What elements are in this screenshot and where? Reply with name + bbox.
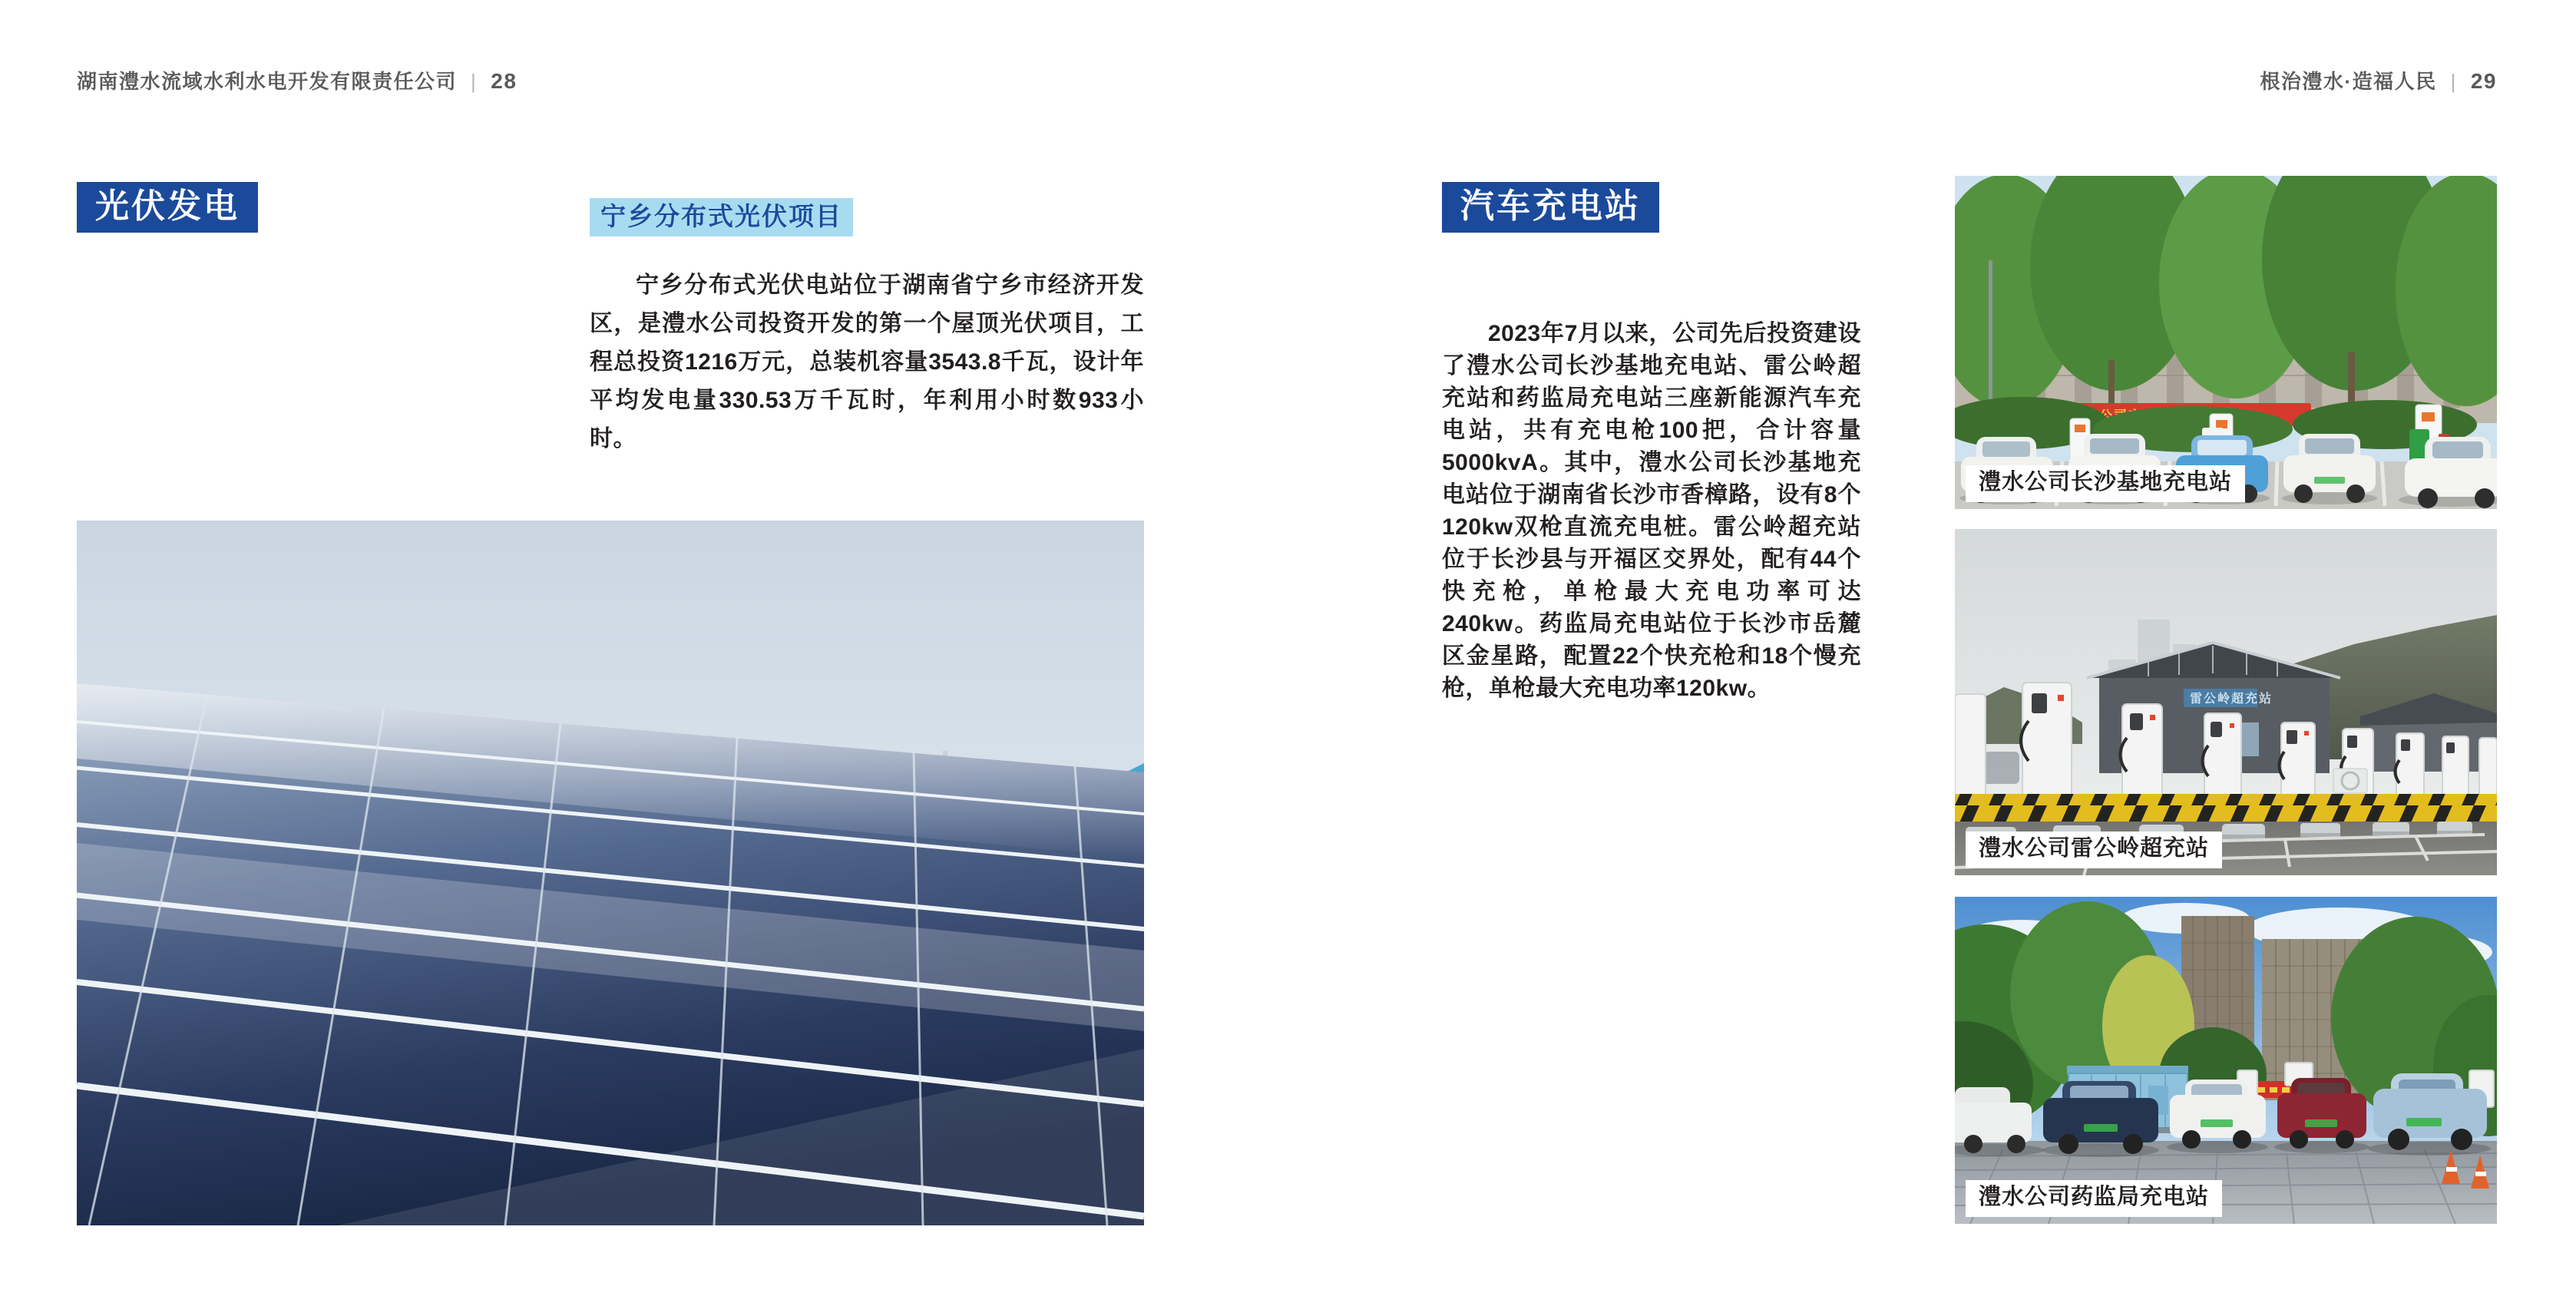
changsha-station-illustration [1955, 176, 2497, 509]
photo-leigongling-station [1955, 529, 2497, 875]
left-header-separator: | [471, 70, 478, 93]
photo-caption-leigongling: 澧水公司雷公岭超充站 [1966, 832, 2222, 868]
striped-barrier [1955, 794, 2497, 822]
left-paragraph: 宁乡分布式光伏电站位于湖南省宁乡市经济开发区，是澧水公司投资开发的第一个屋顶光伏项目，工程总投资1216万元，总装机容量3543.8千瓦，设计年平均发电量330.53万千瓦时，年利用小时数933小时。 [590, 273, 1144, 451]
section-title-photovoltaic: 光伏发电 [77, 182, 258, 233]
station-sign-text: 雷公岭超充站 [2190, 693, 2273, 706]
subsection-title-ningxiang-pv: 宁乡分布式光伏项目 [590, 198, 853, 236]
right-page-number: 29 [2470, 69, 2497, 93]
left-page-header [77, 66, 517, 94]
right-paragraph: 2023年7月以来，公司先后投资建设了澧水公司长沙基地充电站、雷公岭超充站和药监局充电站三座新能源汽车充电站，共有充电枪100把，合计容量5000kvA。其中，澧水公司长沙基地充电站位于湖南省长沙市香樟路，设有8个120kw双枪直流充电桩。雷公岭超充站位于长沙县与开福区交界处，配有44个快充枪，单枪最大充电功率可达240kw。药监局充电站位于长沙市岳麓区金星路，配置22个快充枪和18个慢充枪，单枪最大充电功率120kw。 [1442, 321, 1861, 701]
photo-changsha-base-station [1955, 176, 2497, 509]
left-page-number: 28 [491, 69, 518, 93]
photo-ningxiang-rooftop-solar [77, 521, 1144, 1225]
right-page-header [2260, 66, 2497, 94]
right-header-separator: | [2450, 70, 2457, 93]
leigongling-illustration [1955, 529, 2497, 875]
solar-panels [77, 683, 1144, 1225]
photo-caption-yaojianju: 澧水公司药监局充电站 [1966, 1180, 2222, 1217]
yaojianju-illustration [1955, 897, 2497, 1224]
photo-caption-changsha: 澧水公司长沙基地充电站 [1966, 465, 2245, 502]
section-title-charging-stations: 汽车充电站 [1442, 182, 1659, 233]
photo-yaojianju-station [1955, 897, 2497, 1224]
right-header-slogan: 根治澧水·造福人民 [2260, 70, 2437, 93]
left-header-company: 湖南澧水流域水利水电开发有限责任公司 [77, 70, 458, 93]
rooftop-solar-illustration [77, 521, 1144, 1225]
